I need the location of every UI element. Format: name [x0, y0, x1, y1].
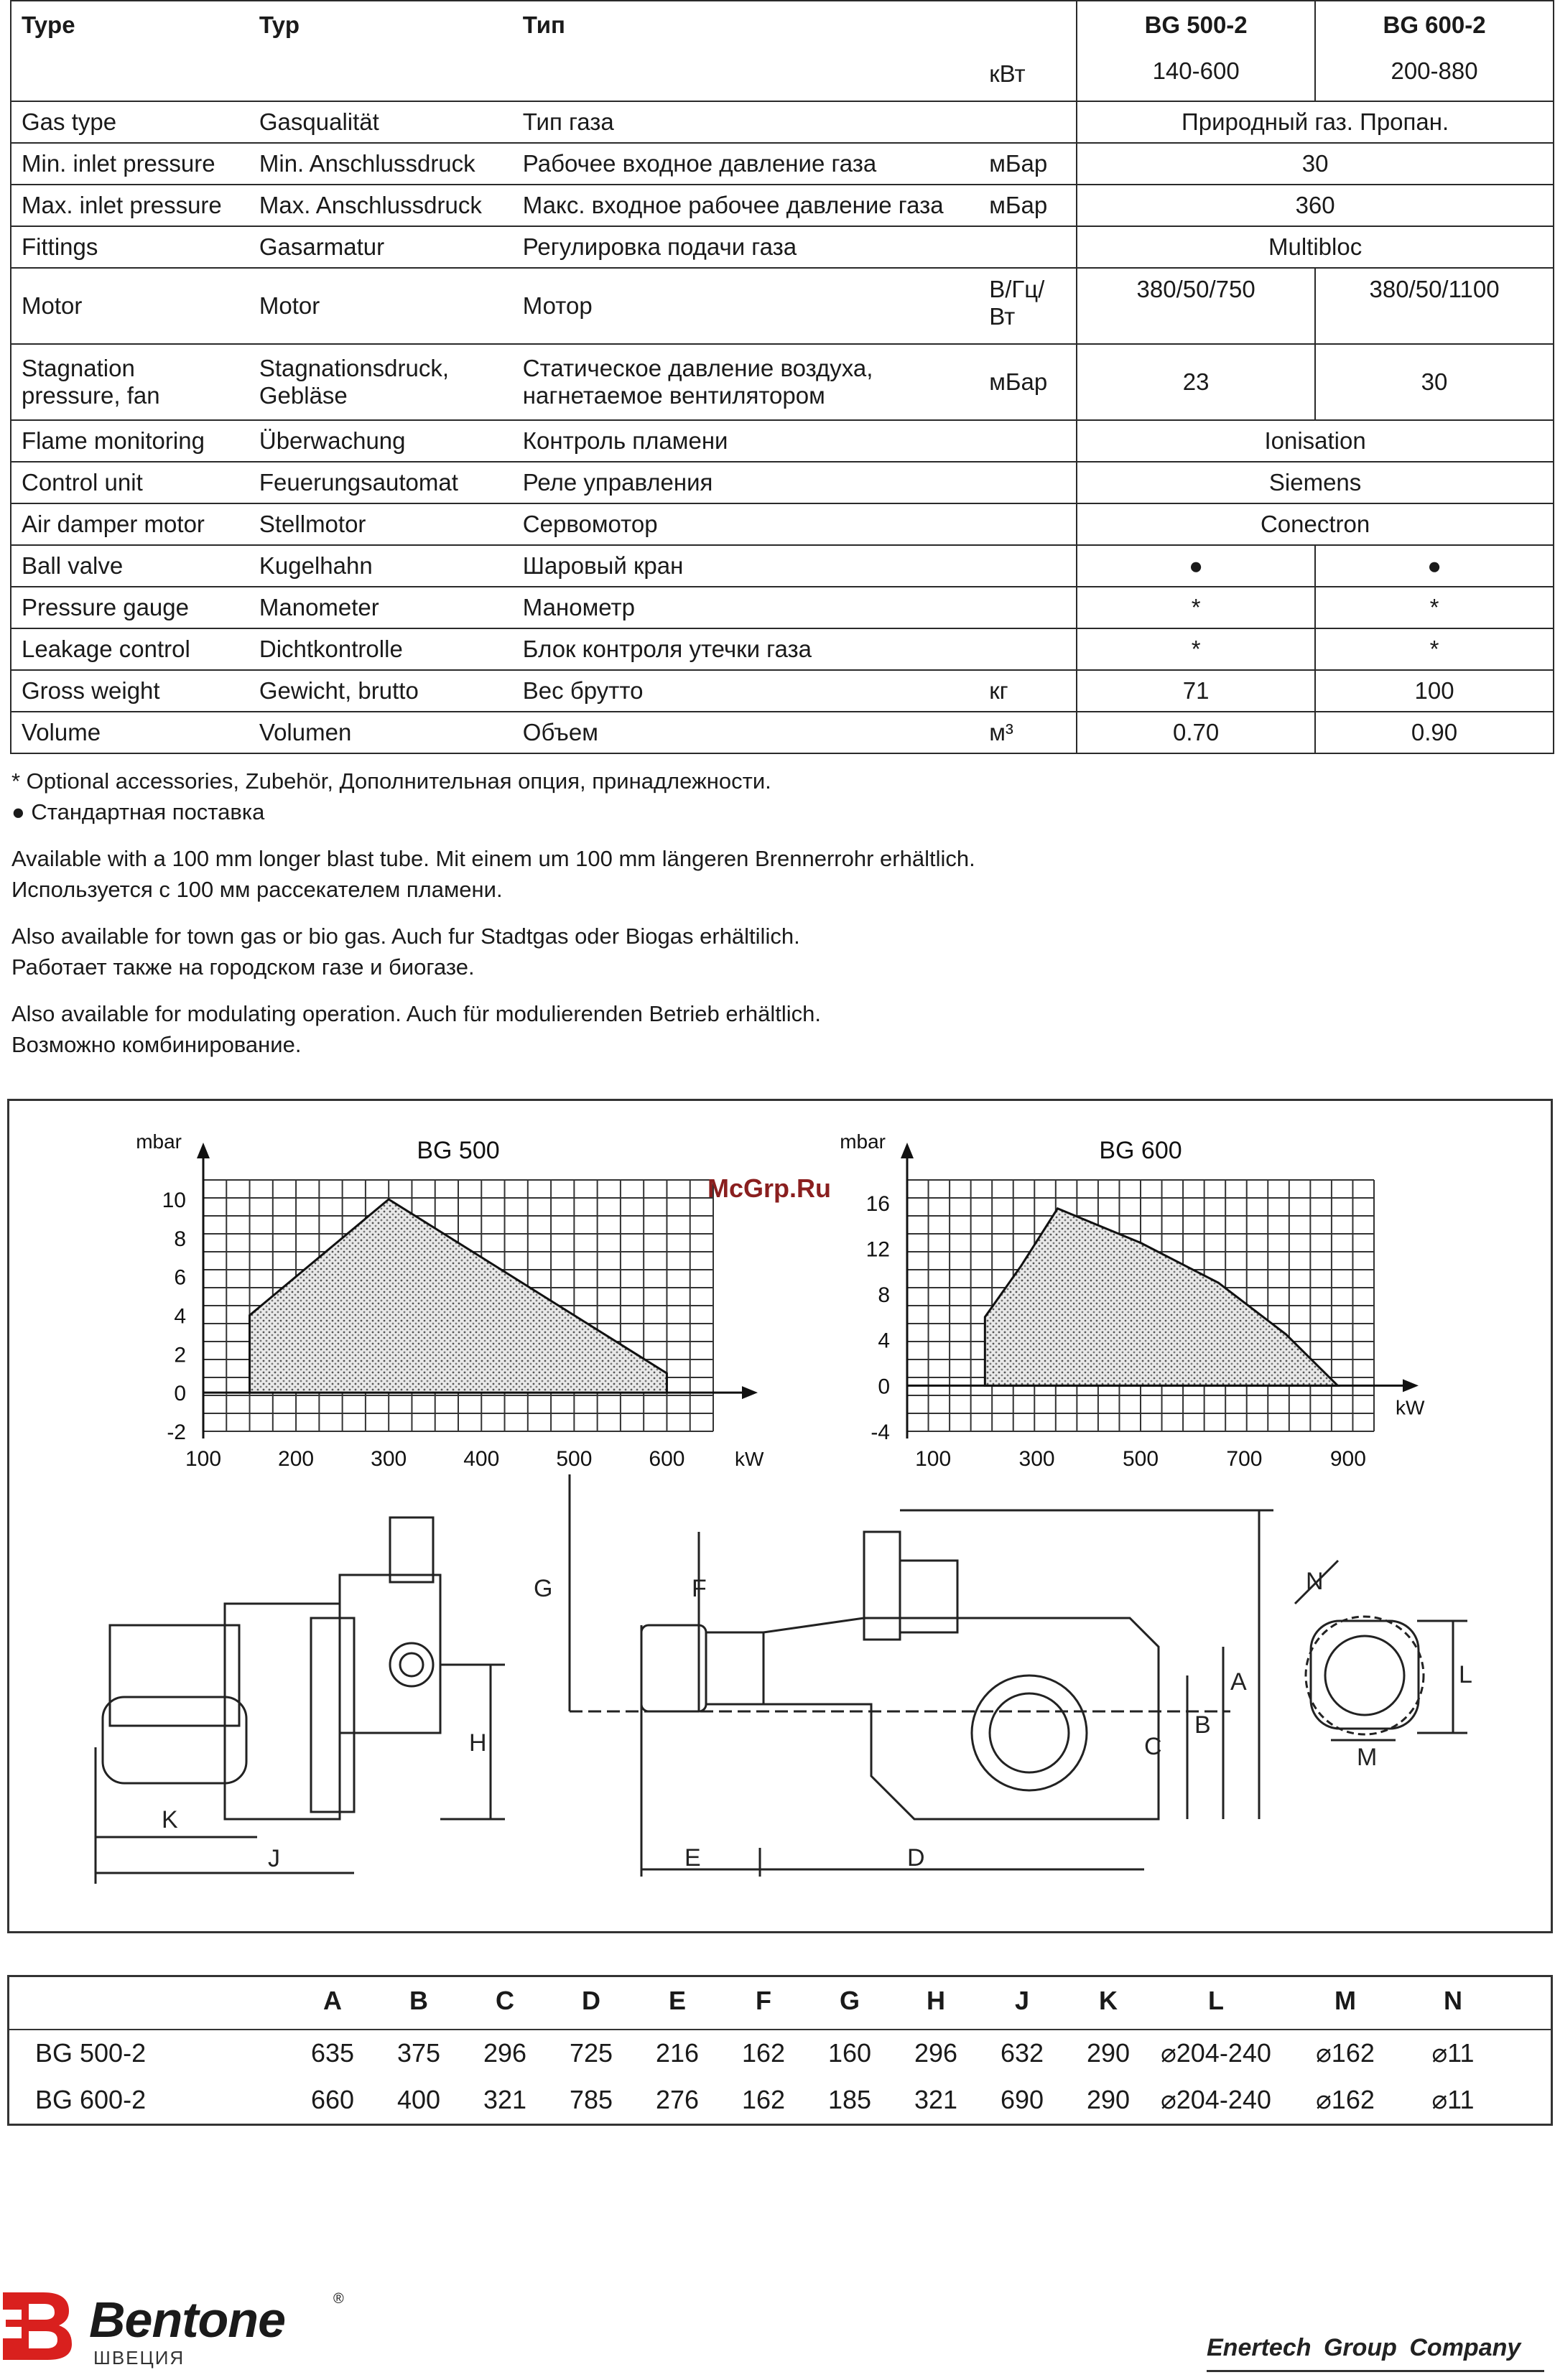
- spec-label-de: Dichtkontrolle: [249, 628, 513, 670]
- chart-y-axis-label: mbar: [840, 1130, 886, 1153]
- diagram-frame: [7, 1099, 1553, 1933]
- dim-label-c: C: [1144, 1733, 1162, 1760]
- dimension-column-header: G: [839, 1986, 860, 2015]
- dimension-row-model: BG 600-2: [35, 2085, 147, 2114]
- spec-value-model-1: 0.70: [1077, 712, 1315, 753]
- spec-label-de: Stagnationsdruck, Gebläse: [249, 344, 513, 420]
- spec-label-en: Gross weight: [11, 670, 249, 712]
- dimension-column-header: M: [1334, 1986, 1356, 2015]
- dimension-value: 632: [1000, 2038, 1044, 2068]
- dim-label-l: L: [1459, 1661, 1472, 1688]
- spec-row: [11, 143, 1554, 185]
- note-optional: * Optional accessories, Zubehör, Дополнительная опция, принадлежности.: [11, 768, 771, 794]
- chart-y-tick-label: 6: [174, 1265, 186, 1290]
- dimension-value: 296: [914, 2038, 958, 2068]
- chart-x-tick-label: 700: [1226, 1447, 1263, 1471]
- dimension-value: 216: [655, 2038, 700, 2068]
- chart-x-tick-label: 400: [463, 1447, 500, 1471]
- header-type-de: Typ: [249, 1, 513, 101]
- chart-x-tick-label: 100: [185, 1447, 222, 1471]
- note-modulating: [11, 998, 1520, 1060]
- chart-y-tick-label: 2: [174, 1343, 186, 1367]
- spec-value-model-2: ●: [1315, 545, 1554, 587]
- chart-x-tick-label: 600: [649, 1447, 685, 1471]
- spec-value: 360: [1077, 185, 1554, 226]
- note-town-gas-ru: Работает также на городском газе и биогазе.: [11, 954, 475, 980]
- note-modulating-ru: Возможно комбинирование.: [11, 1032, 302, 1057]
- spec-label-ru: Манометр: [513, 587, 980, 628]
- dimension-value: 290: [1086, 2038, 1131, 2068]
- watermark: McGrp.Ru: [707, 1173, 832, 1203]
- chart-y-tick-label: 10: [162, 1188, 186, 1212]
- dimension-column-header: E: [668, 1986, 686, 2015]
- spec-value-model-2: 0.90: [1315, 712, 1554, 753]
- spec-unit: м³: [980, 712, 1077, 753]
- spec-label-en: Fittings: [11, 226, 249, 268]
- chart-x-axis-label: kW: [735, 1448, 764, 1470]
- chart-y-tick-label: 0: [174, 1382, 186, 1406]
- spec-row: [11, 185, 1554, 226]
- spec-unit: мБар: [980, 143, 1077, 185]
- note-blast-tube-text: Available with a 100 mm longer blast tube. Mit einem um 100 mm längeren Brennerrohr erhältlich.: [11, 846, 975, 871]
- note-blast-tube: [11, 843, 1520, 905]
- spec-label-de: Gewicht, brutto: [249, 670, 513, 712]
- spec-row: [11, 268, 1554, 344]
- spec-row: [11, 587, 1554, 628]
- spec-label-en: Volume: [11, 712, 249, 753]
- header-unit: кВт: [980, 1, 1077, 101]
- spec-unit: [980, 101, 1077, 143]
- spec-unit: [980, 628, 1077, 670]
- spec-row: [11, 101, 1554, 143]
- spec-label-de: Feuerungsautomat: [249, 462, 513, 503]
- spec-label-de: Stellmotor: [249, 503, 513, 545]
- footer-rule: [1207, 2370, 1544, 2372]
- spec-label-en: Pressure gauge: [11, 587, 249, 628]
- dimension-value: ⌀204-240: [1161, 2038, 1271, 2068]
- spec-row: [11, 670, 1554, 712]
- spec-label-en: Stagnation pressure, fan: [11, 344, 249, 420]
- spec-value-model-1: 71: [1077, 670, 1315, 712]
- spec-value: 30: [1077, 143, 1554, 185]
- dimension-value: 160: [827, 2038, 872, 2068]
- dimension-column-header: H: [927, 1986, 945, 2015]
- dimension-row-model: BG 500-2: [35, 2038, 147, 2068]
- spec-value-model-1: 23: [1077, 344, 1315, 420]
- header-model-2: [1315, 1, 1554, 101]
- spec-row: [11, 226, 1554, 268]
- dimension-value: 162: [741, 2038, 786, 2068]
- dimension-column-header: L: [1208, 1986, 1224, 2015]
- brand-name: Bentone: [89, 2292, 285, 2348]
- dimension-value: 785: [569, 2085, 613, 2114]
- dimension-value: 321: [483, 2085, 527, 2114]
- spec-unit: мБар: [980, 344, 1077, 420]
- note-town-gas-text: Also available for town gas or bio gas. Auch fur Stadtgas oder Biogas erhältilich.: [11, 924, 800, 949]
- spec-unit: [980, 226, 1077, 268]
- spec-value: Siemens: [1077, 462, 1554, 503]
- chart-title: BG 600: [1099, 1137, 1182, 1164]
- spec-row: [11, 628, 1554, 670]
- spec-value: Conectron: [1077, 503, 1554, 545]
- spec-value-model-1: *: [1077, 628, 1315, 670]
- chart-y-tick-label: 16: [865, 1191, 890, 1216]
- dim-label-m: M: [1357, 1744, 1378, 1771]
- dimension-value: 660: [310, 2085, 355, 2114]
- dim-label-b: B: [1194, 1711, 1211, 1739]
- model-2-power: 200-880: [1391, 57, 1478, 84]
- burner-drawings: [9, 1101, 1555, 1935]
- dimension-column-header: K: [1099, 1986, 1118, 2015]
- spec-value: Природный газ. Пропан.: [1077, 101, 1554, 143]
- spec-unit: [980, 462, 1077, 503]
- chart-x-tick-label: 300: [371, 1447, 407, 1471]
- brand-country: ШВЕЦИЯ: [93, 2347, 185, 2369]
- dimension-value: 290: [1086, 2085, 1131, 2114]
- spec-value-model-2: *: [1315, 587, 1554, 628]
- dimension-column-header: D: [582, 1986, 600, 2015]
- model-1-name: BG 500-2: [1144, 11, 1248, 38]
- chart-x-tick-label: 300: [1018, 1447, 1055, 1471]
- spec-value-model-1: 380/50/750: [1077, 268, 1315, 344]
- dimension-value: 375: [396, 2038, 441, 2068]
- chart-x-tick-label: 200: [278, 1447, 315, 1471]
- dimension-value: ⌀11: [1431, 2038, 1475, 2068]
- spec-row: [11, 712, 1554, 753]
- spec-label-ru: Регулировка подачи газа: [513, 226, 980, 268]
- model-1-power: 140-600: [1152, 57, 1240, 84]
- spec-label-ru: Сервомотор: [513, 503, 980, 545]
- side-view-drawing: [96, 1517, 505, 1884]
- dimension-value: 276: [655, 2085, 700, 2114]
- spec-unit: [980, 503, 1077, 545]
- chart-y-axis-label: mbar: [136, 1130, 182, 1153]
- spec-label-ru: Статическое давление воздуха, нагнетаемое вентилятором: [513, 344, 980, 420]
- dimension-value: 321: [914, 2085, 958, 2114]
- spec-label-en: Control unit: [11, 462, 249, 503]
- dimension-value: ⌀11: [1431, 2085, 1475, 2114]
- chart-y-tick-label: -2: [167, 1421, 186, 1444]
- spec-label-ru: Реле управления: [513, 462, 980, 503]
- dimension-value: 635: [310, 2038, 355, 2068]
- spec-label-de: Gasarmatur: [249, 226, 513, 268]
- chart-y-tick-label: -4: [871, 1421, 890, 1444]
- dim-label-g: G: [534, 1575, 553, 1602]
- note-standard: ● Стандартная поставка: [11, 799, 265, 824]
- note-blast-tube-ru: Используется с 100 мм рассекателем пламени.: [11, 877, 503, 902]
- spec-row: [11, 344, 1554, 420]
- spec-label-ru: Рабочее входное давление газа: [513, 143, 980, 185]
- chart-y-tick-label: 4: [878, 1329, 890, 1353]
- dimension-value: 185: [827, 2085, 872, 2114]
- chart-y-tick-label: 8: [174, 1227, 186, 1251]
- chart-y-tick-label: 8: [878, 1283, 890, 1308]
- chart-y-tick-label: 12: [865, 1237, 890, 1262]
- dimension-column-header: A: [323, 1986, 342, 2015]
- dimension-column-header: C: [496, 1986, 514, 2015]
- spec-unit: кг: [980, 670, 1077, 712]
- spec-row: [11, 462, 1554, 503]
- spec-label-ru: Тип газа: [513, 101, 980, 143]
- spec-table-body: [11, 101, 1554, 753]
- spec-unit: [980, 545, 1077, 587]
- spec-label-ru: Контроль пламени: [513, 420, 980, 462]
- dimension-value: ⌀162: [1316, 2085, 1375, 2114]
- dimension-column-header: N: [1444, 1986, 1462, 2015]
- header-model-1: [1077, 1, 1315, 101]
- spec-value-model-1: *: [1077, 587, 1315, 628]
- dim-label-e: E: [684, 1844, 701, 1872]
- dim-label-d: D: [907, 1844, 925, 1872]
- dimension-value: 162: [741, 2085, 786, 2114]
- dim-label-k: K: [162, 1806, 178, 1833]
- dimension-value: ⌀162: [1316, 2038, 1375, 2068]
- dimensions-table: [7, 1975, 1553, 2126]
- dimension-value: 690: [1000, 2085, 1044, 2114]
- spec-label-ru: Блок контроля утечки газа: [513, 628, 980, 670]
- dim-label-j: J: [268, 1845, 280, 1872]
- main-view-drawing: [570, 1474, 1273, 1877]
- spec-value-model-2: 100: [1315, 670, 1554, 712]
- spec-label-de: Gasqualität: [249, 101, 513, 143]
- spec-label-en: Leakage control: [11, 628, 249, 670]
- chart-x-tick-label: 500: [1122, 1447, 1159, 1471]
- spec-unit: [980, 587, 1077, 628]
- header-type-en: Type: [11, 1, 249, 101]
- spec-label-de: Überwachung: [249, 420, 513, 462]
- spec-label-de: Min. Anschlussdruck: [249, 143, 513, 185]
- dimension-value: ⌀204-240: [1161, 2085, 1271, 2114]
- dimension-value: 296: [483, 2038, 527, 2068]
- brand-registered: ®: [333, 2291, 344, 2307]
- company-name: Enertech Group Company: [1207, 2334, 1521, 2361]
- spec-label-ru: Вес брутто: [513, 670, 980, 712]
- chart-y-tick-label: 0: [878, 1375, 890, 1399]
- spec-label-en: Max. inlet pressure: [11, 185, 249, 226]
- dim-label-a: A: [1230, 1668, 1247, 1696]
- chart-x-tick-label: 900: [1329, 1447, 1366, 1471]
- header-type-ru: Тип: [513, 1, 980, 101]
- spec-label-en: Air damper motor: [11, 503, 249, 545]
- spec-row: [11, 503, 1554, 545]
- spec-value-model-2: 380/50/1100: [1315, 268, 1554, 344]
- spec-row: [11, 545, 1554, 587]
- spec-value: Ionisation: [1077, 420, 1554, 462]
- spec-unit: В/Гц/Вт: [980, 268, 1077, 344]
- chart-x-tick-label: 100: [915, 1447, 952, 1471]
- chart-x-tick-label: 500: [556, 1447, 593, 1471]
- spec-label-en: Gas type: [11, 101, 249, 143]
- dimensions-row: [9, 2076, 1551, 2124]
- dim-label-h: H: [469, 1729, 487, 1757]
- dimensions-header-row: [9, 1977, 1551, 2025]
- spec-label-ru: Макс. входное рабочее давление газа: [513, 185, 980, 226]
- chart-y-tick-label: 4: [174, 1304, 186, 1329]
- spec-label-de: Manometer: [249, 587, 513, 628]
- spec-label-ru: Мотор: [513, 268, 980, 344]
- spec-row: [11, 420, 1554, 462]
- spec-table: [10, 0, 1554, 754]
- spec-unit: мБар: [980, 185, 1077, 226]
- spec-label-en: Min. inlet pressure: [11, 143, 249, 185]
- note-modulating-text: Also available for modulating operation. Auch für modulierenden Betrieb erhältlich.: [11, 1001, 822, 1026]
- spec-value-model-2: *: [1315, 628, 1554, 670]
- spec-unit: [980, 420, 1077, 462]
- spec-label-de: Max. Anschlussdruck: [249, 185, 513, 226]
- spec-label-ru: Шаровый кран: [513, 545, 980, 587]
- dimension-column-header: B: [409, 1986, 428, 2015]
- spec-label-en: Ball valve: [11, 545, 249, 587]
- spec-label-de: Volumen: [249, 712, 513, 753]
- spec-label-en: Flame monitoring: [11, 420, 249, 462]
- dimension-column-header: F: [756, 1986, 771, 2015]
- note-town-gas: [11, 921, 1520, 982]
- spec-label-ru: Объем: [513, 712, 980, 753]
- chart-title: BG 500: [417, 1137, 500, 1164]
- spec-label-en: Motor: [11, 268, 249, 344]
- model-2-name: BG 600-2: [1383, 11, 1486, 38]
- dimension-column-header: J: [1014, 1986, 1030, 2015]
- notes: [11, 766, 1520, 1076]
- dimension-value: 725: [569, 2038, 613, 2068]
- dim-label-n: N: [1306, 1568, 1324, 1595]
- bentone-logo-icon: [0, 2284, 79, 2363]
- spec-label-de: Motor: [249, 268, 513, 344]
- chart-x-axis-label: kW: [1396, 1396, 1425, 1419]
- dimension-value: 400: [396, 2085, 441, 2114]
- spec-value: Multibloc: [1077, 226, 1554, 268]
- spec-value-model-1: ●: [1077, 545, 1315, 587]
- spec-label-de: Kugelhahn: [249, 545, 513, 587]
- dim-label-f: F: [692, 1575, 707, 1602]
- spec-value-model-2: 30: [1315, 344, 1554, 420]
- dimensions-row: [9, 2029, 1551, 2076]
